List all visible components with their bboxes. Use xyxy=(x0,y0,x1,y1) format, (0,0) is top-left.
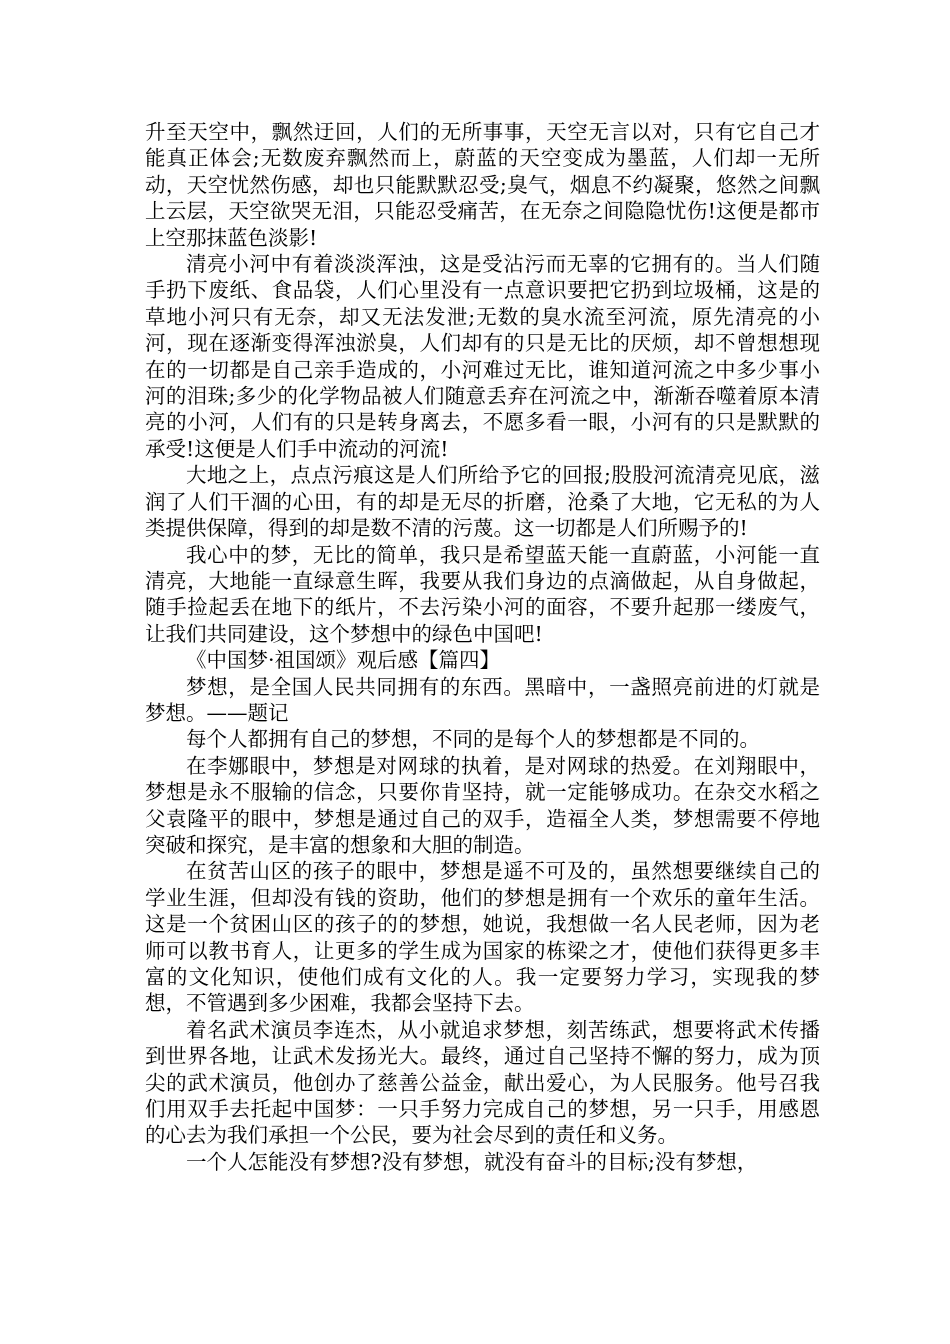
document-body xyxy=(145,119,820,1175)
paragraph-earth: 大地之上，点点污痕这是人们所给予它的回报;股股河流清亮见底，滋润了人们干涸的心田，有的却是无尽的折磨，沧桑了大地，它无私的为人类提供保障，得到的却是数不清的污蔑。这一切都是人们所赐予的! xyxy=(145,463,820,541)
paragraph-my-dream: 我心中的梦，无比的简单，我只是希望蓝天能一直蔚蓝，小河能一直清亮，大地能一直绿意生晖，我要从我们身边的点滴做起，从自身做起，随手捡起丢在地下的纸片，不去污染小河的面容，不要升起那一缕废气，让我们共同建设，这个梦想中的绿色中国吧! xyxy=(145,542,820,646)
paragraph-everyone-dream: 每个人都拥有自己的梦想，不同的是每个人的梦想都是不同的。 xyxy=(186,727,760,752)
paragraph-closing: 一个人怎能没有梦想?没有梦想，就没有奋斗的目标;没有梦想， xyxy=(186,1149,758,1174)
paragraph-river: 清亮小河中有着淡淡浑浊，这是受沾污而无辜的它拥有的。当人们随手扔下废纸、食品袋，人们心里没有一点意识要把它扔到垃圾桶，这是的草地小河只有无奈，却又无法发泄;无数的臭水流至河流，原先清亮的小河，现在逐渐变得浑浊淤臭，人们却有的只是无比的厌烦，却不曾想想现在的一切都是自己亲手造成的，小河难过无比，谁知道河流之中多少事小河的泪珠;多少的化学物品被人们随意丢弃在河流之中，渐渐吞噬着原本清亮的小河，人们有的只是转身离去，不愿多看一眼，小河有的只是默默的承受!这便是人们手中流动的河流! xyxy=(145,252,820,461)
paragraph-mountain-child: 在贫苦山区的孩子的眼中，梦想是遥不可及的，虽然想要继续自己的学业生涯，但却没有钱的资助，他们的梦想是拥有一个欢乐的童年生活。这是一个贫困山区的孩子的的梦想，她说，我想做一名人民老师，因为老师可以教书育人，让更多的学生成为国家的栋梁之才，使他们获得更多丰富的文化知识，使他们成有文化的人。我一定要努力学习，实现我的梦想，不管遇到多少困难，我都会坚持下去。 xyxy=(145,859,820,1016)
paragraph-epigraph: 梦想，是全国人民共同拥有的东西。黑暗中，一盏照亮前进的灯就是梦想。——题记 xyxy=(145,674,820,725)
paragraph-sky: 升至天空中，飘然迂回，人们的无所事事，天空无言以对，只有它自己才能真正体会;无数废弃飘然而上，蔚蓝的天空变成为墨蓝，人们却一无所动，天空忧然伤感，却也只能默默忍受;臭气，烟息不约凝聚，悠然之间飘上云层，天空欲哭无泪，只能忍受痛苦，在无奈之间隐隐忧伤!这便是都市上空那抹蓝色淡影! xyxy=(145,120,820,250)
section-heading: 《中国梦·祖国颂》观后感【篇四】 xyxy=(186,648,501,673)
paragraph-famous-dreams: 在李娜眼中，梦想是对网球的执着，是对网球的热爱。在刘翔眼中，梦想是永不服输的信念，只要你肯坚持，就一定能够成功。在杂交水稻之父袁隆平的眼中，梦想是通过自己的双手，造福全人类，梦想需要不停地突破和探究，是丰富的想象和大胆的制造。 xyxy=(145,753,820,857)
paragraph-jet-li: 着名武术演员李连杰，从小就追求梦想，刻苦练武，想要将武术传播到世界各地，让武术发扬光大。最终，通过自己坚持不懈的努力，成为顶尖的武术演员，他创办了慈善公益金，献出爱心，为人民服务。他号召我们用双手去托起中国梦：一只手努力完成自己的梦想，另一只手，用感恩的心去为我们承担一个公民，要为社会尽到的责任和义务。 xyxy=(145,1017,820,1148)
